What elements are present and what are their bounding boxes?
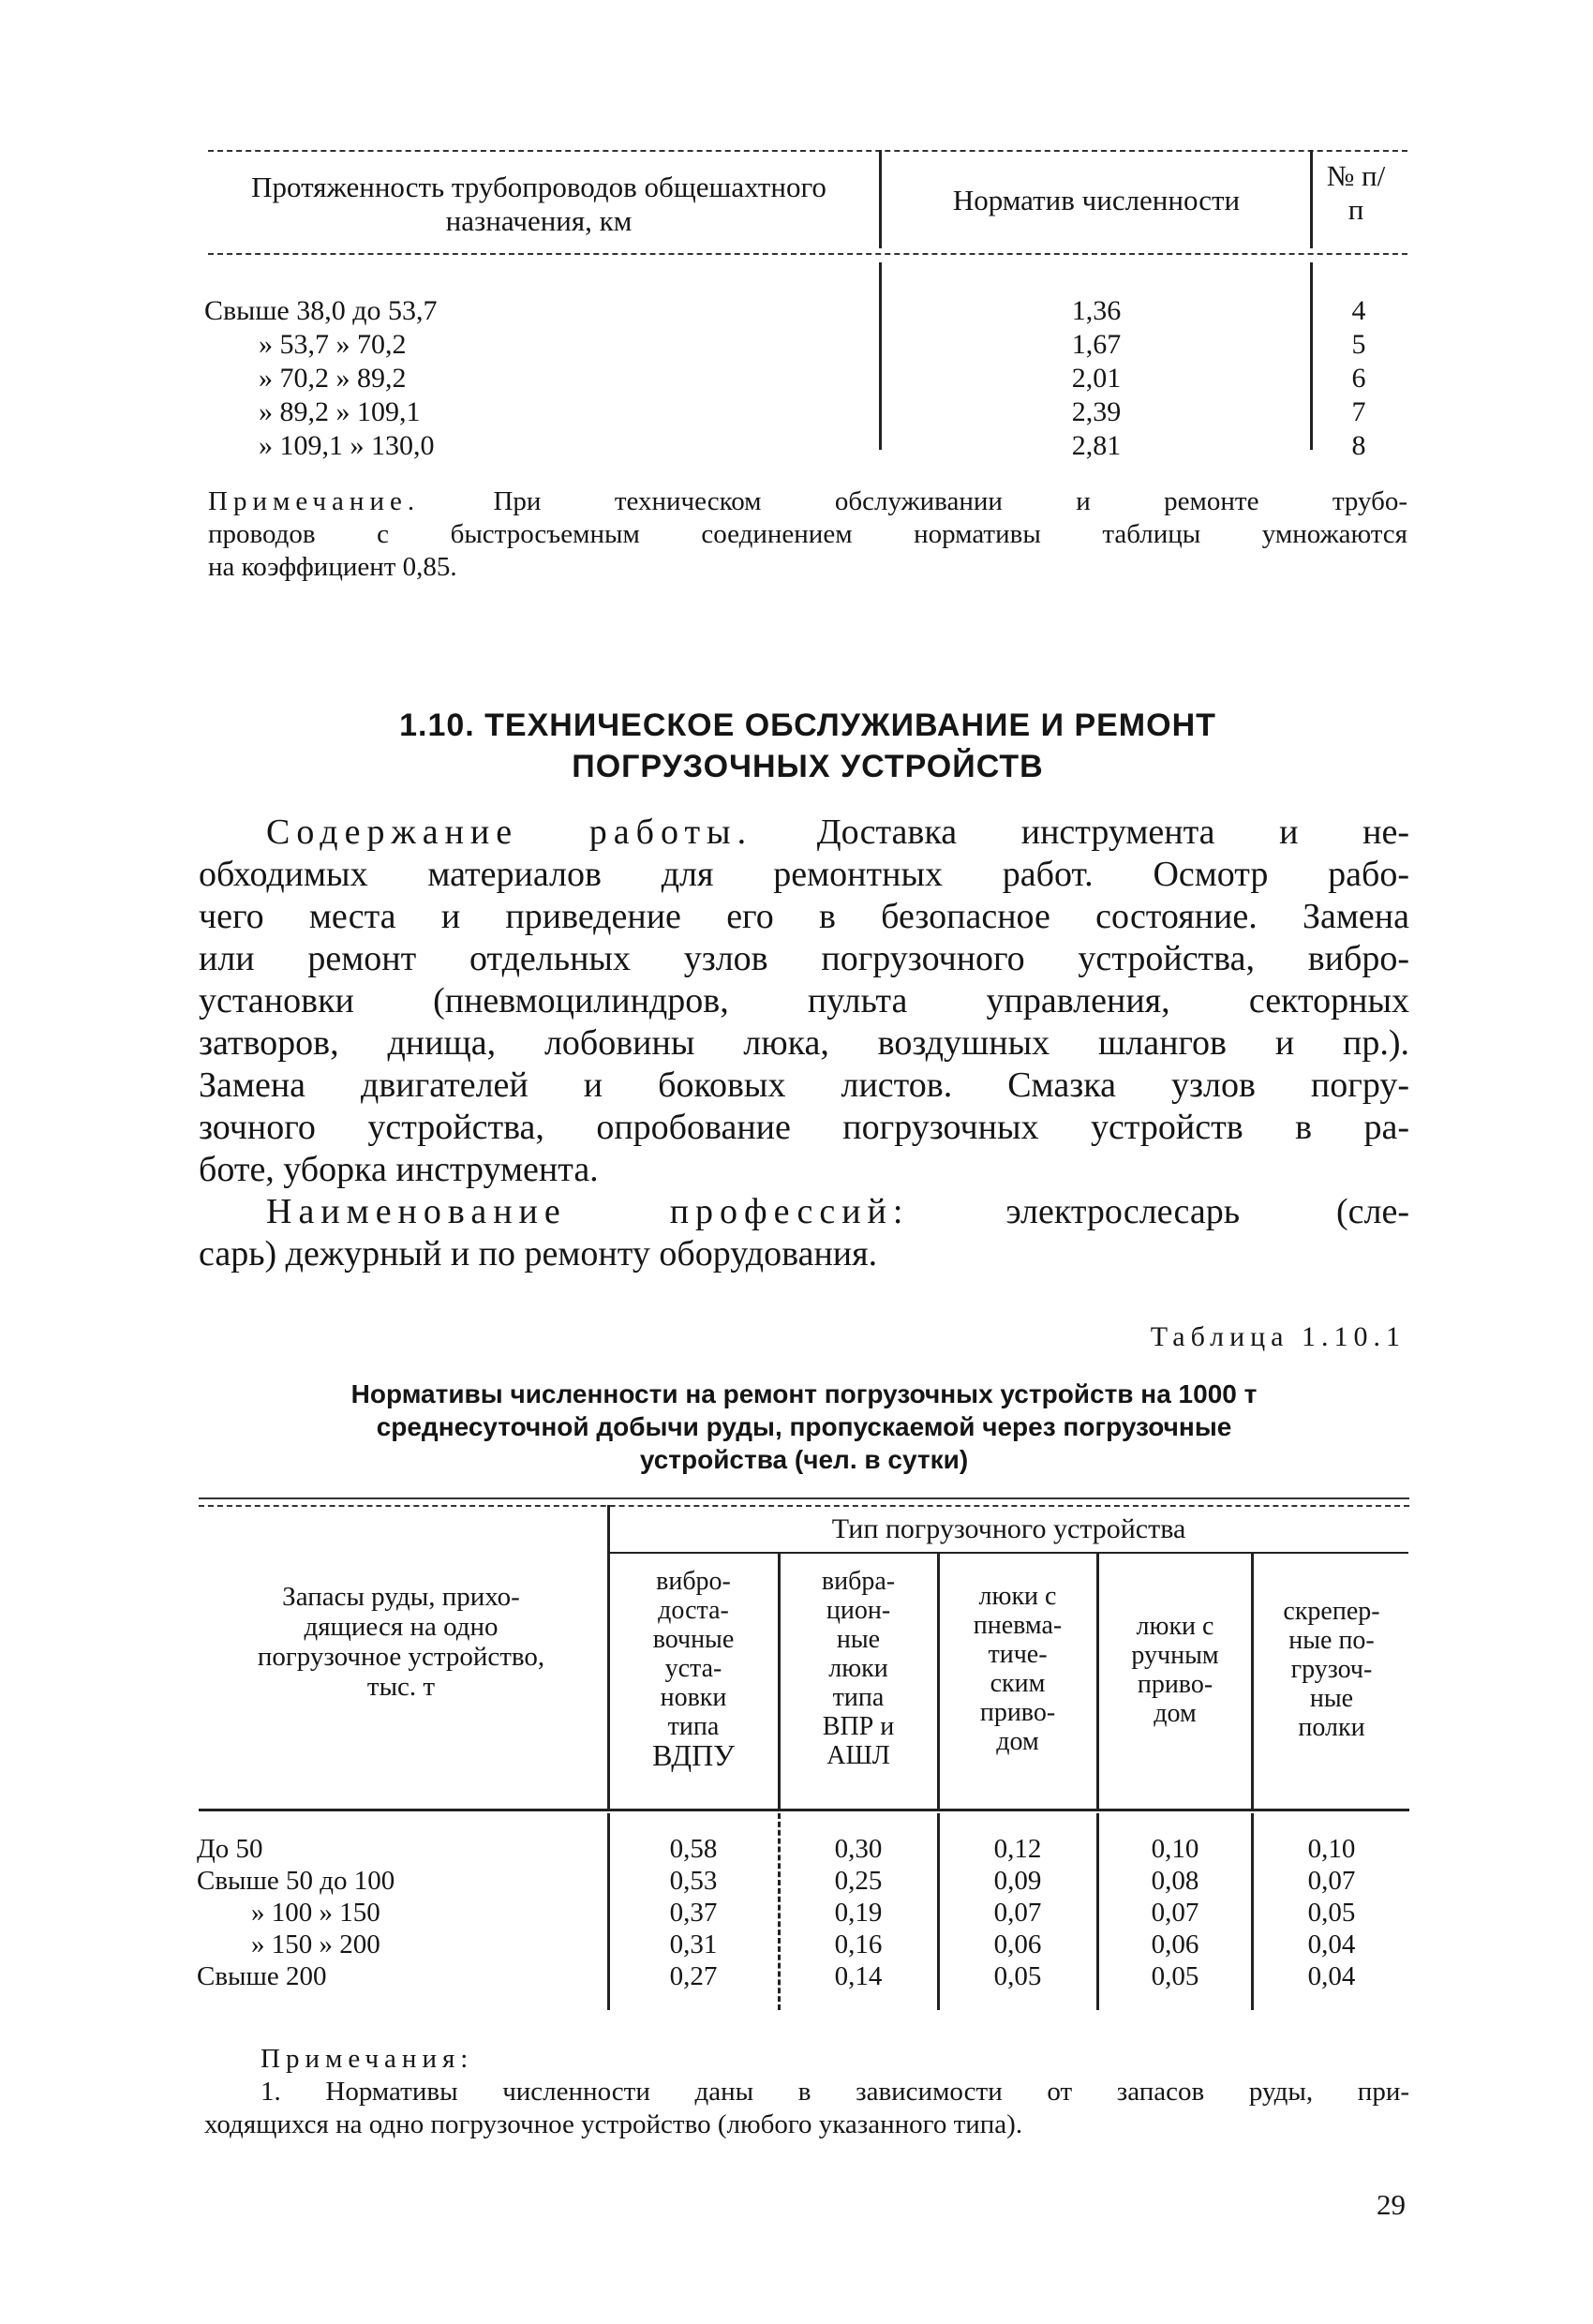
num-cell: 6 xyxy=(1351,363,1366,394)
header-line: ручным xyxy=(1131,1641,1219,1670)
range-cell: » 70,2 » 89,2 xyxy=(259,363,407,394)
value-cell: 0,05 xyxy=(1151,1961,1199,1991)
notes-label: Примечания: xyxy=(261,2044,474,2074)
body-line: сарь) дежурный и по ремонту оборудования. xyxy=(199,1234,878,1274)
table-1-note xyxy=(208,485,1407,584)
body-line: затворов, днища, лобовины люка, воздушных шлангов и пр.). xyxy=(199,1023,1409,1063)
column-vpr xyxy=(782,1833,935,1992)
range-cell: » 109,1 » 130,0 xyxy=(259,430,435,461)
title-line: Нормативы численности на ремонт погрузочных устройств на 1000 т xyxy=(350,1379,1258,1408)
note-label: Примечание. xyxy=(208,486,421,516)
group-header-rule xyxy=(607,1552,1408,1554)
column-vdpu xyxy=(611,1833,776,1992)
professions-label: Наименование профессий: xyxy=(266,1192,910,1231)
body-line: или ремонт отдельных узлов погрузочного устройства, вибро- xyxy=(199,939,1409,978)
value-cell: 0,12 xyxy=(993,1834,1042,1864)
header-line: ВДПУ xyxy=(652,1738,735,1772)
header-line: Запасы руды, прихо- xyxy=(282,1582,520,1612)
value-cell: 0,04 xyxy=(1307,1929,1356,1959)
column-header-vpr xyxy=(782,1567,935,1770)
value-cell: 0,09 xyxy=(993,1866,1042,1896)
header-line: полки xyxy=(1298,1713,1365,1742)
norm-cell: 1,67 xyxy=(1071,329,1122,360)
header-line: приво- xyxy=(979,1698,1056,1727)
num-cell: 5 xyxy=(1351,329,1366,360)
group-header: Тип погрузочного устройства xyxy=(831,1513,1186,1544)
header-line: пневма- xyxy=(973,1611,1063,1640)
note-line: проводов с быстросъемным соединением нормативы таблицы умножаются xyxy=(208,519,1407,549)
column-divider xyxy=(1310,150,1313,248)
column-divider xyxy=(879,262,882,450)
value-cell: 0,58 xyxy=(669,1834,718,1864)
header-length: Протяженность трубопроводов общешахтного назначения, км xyxy=(251,171,826,237)
range-cell: » 53,7 » 70,2 xyxy=(259,329,407,360)
column-scraper xyxy=(1255,1833,1408,1992)
header-line: вибра- xyxy=(821,1567,896,1596)
table-label: Таблица 1.10.1 xyxy=(1150,1321,1406,1352)
note-line: на коэффициент 0,85. xyxy=(208,552,457,582)
norm-cell: 2,01 xyxy=(1071,363,1122,394)
norm-cell: 2,39 xyxy=(1071,396,1122,427)
header-line: новки xyxy=(660,1683,727,1712)
column-manual xyxy=(1100,1833,1250,1992)
header-line: уста- xyxy=(664,1654,722,1683)
note-text: При техническом обслуживании и ремонте трубо- xyxy=(493,486,1408,516)
column-pneumatic xyxy=(941,1833,1094,1992)
header-line: цион- xyxy=(826,1596,891,1625)
heading-line: ПОГРУЗОЧНЫХ УСТРОЙСТВ xyxy=(572,749,1044,784)
table-row xyxy=(204,362,860,395)
value-cell: 0,31 xyxy=(669,1929,718,1959)
value-cell: 0,30 xyxy=(834,1834,883,1864)
row-label: До 50 xyxy=(197,1834,263,1864)
header-line: вибро- xyxy=(656,1567,731,1596)
body-line xyxy=(199,1191,1409,1233)
value-cell: 0,05 xyxy=(1307,1898,1356,1928)
header-line: люки xyxy=(828,1654,888,1683)
row-header xyxy=(202,1582,600,1702)
note-line xyxy=(208,485,1407,518)
body-line xyxy=(199,812,1409,854)
table-row xyxy=(204,328,860,362)
value-cell: 0,07 xyxy=(1307,1866,1356,1896)
column-divider xyxy=(607,1505,610,1809)
table-header-rule xyxy=(199,1809,1409,1811)
header-line: дом xyxy=(996,1727,1039,1756)
note-line: ходящихся на одно погрузочное устройство (любого указанного типа). xyxy=(204,2109,1023,2139)
range-cell: Свыше 38,0 до 53,7 xyxy=(204,295,438,326)
header-line: доста- xyxy=(658,1596,729,1625)
row-label: Свыше 200 xyxy=(197,1961,327,1991)
norm-column xyxy=(890,294,1303,463)
header-num: № п/п xyxy=(1326,159,1386,226)
column-divider xyxy=(778,1813,781,2010)
section-body xyxy=(199,812,1409,1275)
body-line: Замена двигателей и боковых листов. Смазка узлов погру- xyxy=(199,1065,1409,1105)
num-column xyxy=(1321,294,1396,463)
value-cell: 0,16 xyxy=(834,1929,883,1959)
heading-line: 1.10. ТЕХНИЧЕСКОЕ ОБСЛУЖИВАНИЕ И РЕМОНТ xyxy=(399,708,1216,743)
column-divider xyxy=(607,1813,610,2010)
page-number: 29 xyxy=(1377,2188,1406,2221)
professions-text: электрослесарь (сле- xyxy=(1005,1192,1409,1231)
header-line: погрузочное устройство, xyxy=(257,1642,545,1672)
body-line: обходимых материалов для ремонтных работ. Осмотр рабо- xyxy=(199,855,1409,894)
header-line: типа xyxy=(667,1712,720,1741)
table-row xyxy=(204,429,860,463)
section-heading xyxy=(208,705,1407,787)
column-divider xyxy=(1096,1813,1099,2010)
body-line: боте, уборка инструмента. xyxy=(199,1150,599,1189)
column-divider xyxy=(778,1552,781,1809)
header-line: ные xyxy=(836,1625,881,1654)
content-label: Содержание работы. xyxy=(266,812,753,852)
num-cell: 7 xyxy=(1351,396,1366,427)
note-line: 1. Нормативы численности даны в зависимости от запасов руды, при- xyxy=(261,2077,1409,2107)
header-line: тыс. т xyxy=(366,1672,436,1702)
column-divider xyxy=(1310,262,1313,450)
norm-cell: 1,36 xyxy=(1071,295,1122,326)
header-line: ским xyxy=(990,1669,1046,1698)
header-line: грузоч- xyxy=(1290,1655,1373,1684)
row-label: Свыше 50 до 100 xyxy=(197,1866,395,1896)
value-cell: 0,37 xyxy=(669,1898,718,1928)
header-line: тиче- xyxy=(988,1640,1048,1669)
row-label: » 150 » 200 xyxy=(251,1929,380,1959)
column-divider xyxy=(1096,1552,1099,1809)
row-label: » 100 » 150 xyxy=(251,1898,380,1928)
value-cell: 0,53 xyxy=(669,1866,718,1896)
value-cell: 0,04 xyxy=(1307,1961,1356,1991)
header-line: вочные xyxy=(652,1625,735,1654)
header-line: люки с xyxy=(1136,1612,1214,1641)
column-header-pneumatic xyxy=(941,1582,1094,1756)
value-cell: 0,08 xyxy=(1151,1866,1199,1896)
table-top-rule xyxy=(199,1505,1409,1507)
header-line: ные по- xyxy=(1288,1626,1375,1655)
value-cell: 0,07 xyxy=(1151,1898,1199,1928)
column-divider xyxy=(937,1552,940,1809)
header-line: ВПР и xyxy=(822,1712,895,1741)
header-norm: Норматив численности xyxy=(952,184,1241,216)
length-column xyxy=(204,294,860,463)
column-divider xyxy=(879,150,882,248)
range-cell: » 89,2 » 109,1 xyxy=(259,396,421,427)
row-labels xyxy=(197,1833,600,1992)
column-header-manual xyxy=(1100,1612,1250,1728)
table-row xyxy=(204,395,860,429)
value-cell: 0,14 xyxy=(834,1961,883,1991)
body-line: чего места и приведение его в безопасное состояние. Замена xyxy=(199,897,1409,936)
value-cell: 0,07 xyxy=(993,1898,1042,1928)
table-top-rule xyxy=(199,1497,1409,1499)
value-cell: 0,19 xyxy=(834,1898,883,1928)
table-header-rule xyxy=(208,253,1407,255)
column-header-vdpu xyxy=(611,1567,776,1770)
header-line: скрепер- xyxy=(1283,1597,1380,1626)
value-cell: 0,06 xyxy=(1151,1929,1199,1959)
column-header-scraper xyxy=(1255,1597,1408,1742)
column-divider xyxy=(1251,1813,1254,2010)
header-line: дящиеся на одно xyxy=(304,1612,499,1642)
body-line: установки (пневмоцилиндров, пульта управления, секторных xyxy=(199,981,1409,1020)
num-cell: 4 xyxy=(1351,295,1366,326)
content-text: Доставка инструмента и не- xyxy=(816,812,1409,852)
header-line: ные xyxy=(1309,1684,1354,1713)
header-line: дом xyxy=(1154,1699,1197,1728)
column-divider xyxy=(1251,1552,1254,1809)
table-title xyxy=(199,1378,1409,1476)
value-cell: 0,05 xyxy=(993,1961,1042,1991)
body-line: зочного устройства, опробование погрузочных устройств в ра- xyxy=(199,1108,1409,1147)
table-row xyxy=(204,294,860,328)
column-divider xyxy=(937,1813,940,2010)
header-line: приво- xyxy=(1137,1670,1213,1699)
value-cell: 0,25 xyxy=(834,1866,883,1896)
header-line: люки с xyxy=(978,1582,1057,1611)
title-line: устройства (чел. в сутки) xyxy=(639,1445,969,1474)
norm-cell: 2,81 xyxy=(1071,430,1122,461)
value-cell: 0,10 xyxy=(1307,1834,1356,1864)
table-top-rule xyxy=(208,150,1407,152)
header-line: АШЛ xyxy=(826,1741,890,1770)
num-cell: 8 xyxy=(1351,430,1366,461)
value-cell: 0,06 xyxy=(993,1929,1042,1959)
table-2-notes xyxy=(204,2043,1409,2141)
header-line: типа xyxy=(832,1683,885,1712)
value-cell: 0,10 xyxy=(1151,1834,1199,1864)
value-cell: 0,27 xyxy=(669,1961,718,1991)
title-line: среднесуточной добычи руды, пропускаемой через погрузочные xyxy=(376,1412,1232,1441)
